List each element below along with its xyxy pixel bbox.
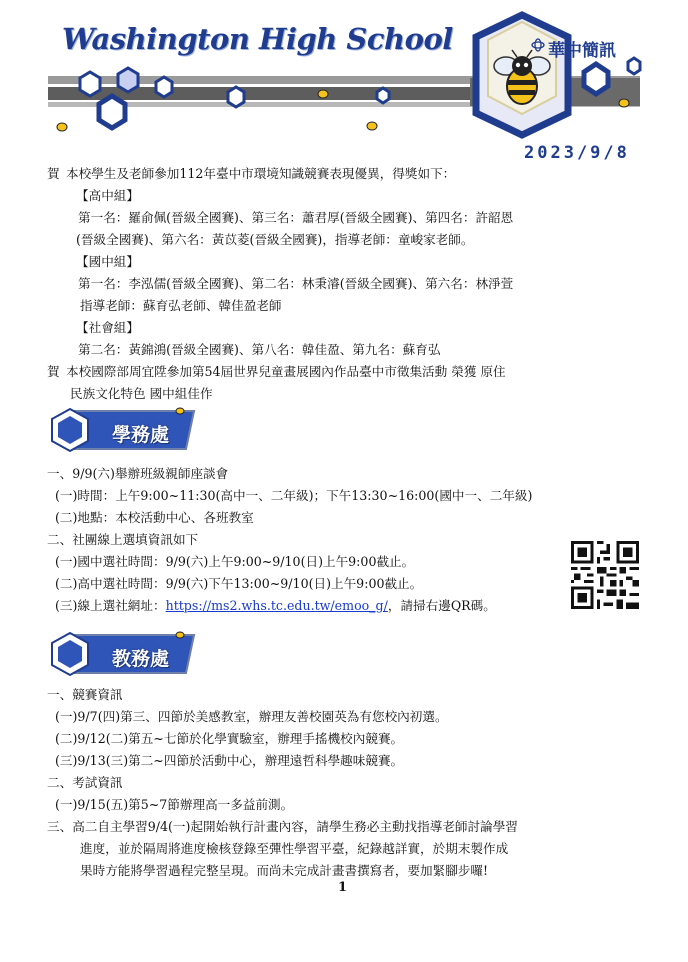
group-title: 【高中組】 xyxy=(76,188,139,203)
text-line: 進度，並於隔周將進度檢核登錄至彈性學習平臺，紀錄越詳實，於期末製作成 xyxy=(80,841,509,856)
text-line: (二)9/12(二)第五~七節於化學實驗室，辦理手搖機校內競賽。 xyxy=(55,731,404,746)
text-line: (三)9/13(三)第二~四節於活動中心，辦理遠哲科學趣味競賽。 xyxy=(55,753,404,768)
text-line: 果時方能將學習過程完整呈現。而尚未完成計畫書撰寫者，要加緊腳步囉! xyxy=(80,863,489,878)
text-line: (二)地點：本校活動中心、各班教室 xyxy=(55,510,254,525)
text-line: (一)9/7(四)第三、四節於美感教室，辦理友善校園英為有您校內初選。 xyxy=(55,709,448,724)
link-line xyxy=(55,597,496,615)
small-bee-icon xyxy=(176,632,184,638)
group-line: (晉級全國賽)、第六名：黃苡菱(晉級全國賽)，指導老師：童峻家老師。 xyxy=(76,232,474,247)
text-line: 一、競賽資訊 xyxy=(47,687,123,702)
congrats-marker: 賀 xyxy=(47,364,60,379)
page-number: 1 xyxy=(338,880,348,895)
text-line: 二、社團線上選填資訊如下 xyxy=(47,532,199,547)
small-bee-icon xyxy=(176,408,184,414)
congrats-marker: 賀 xyxy=(47,166,60,181)
issue-date: 2023/9/8 xyxy=(524,143,630,163)
text-line: (一)時間：上午9:00~11:30(高中一、二年級)；下午13:30~16:00(國中一、二年級) xyxy=(55,488,533,503)
text-line: 三、高二自主學習9/4(一)起開始執行計畫內容，請學生務必主動找指導老師討論學習 xyxy=(47,819,518,834)
text-line: 二、考試資訊 xyxy=(47,775,123,790)
text-line: (一)國中選社時間：9/9(六)上午9:00~9/10(日)上午9:00截止。 xyxy=(55,554,415,569)
group-title: 【社會組】 xyxy=(76,320,139,335)
qr-code[interactable] xyxy=(571,541,639,609)
club-selection-link[interactable]: https://ms2.whs.tc.edu.tw/emoo_g/ xyxy=(165,598,388,613)
link-prefix: (三)線上選社網址： xyxy=(55,598,166,613)
section-title: 學務處 xyxy=(112,424,170,446)
section-title: 教務處 xyxy=(112,648,170,670)
group-line: 第一名：李泓儒(晉級全國賽)、第二名：林秉濬(晉級全國賽)、第六名：林淨萱 xyxy=(78,276,514,291)
group-line: 第二名：黃錦鴻(晉級全國賽)、第八名：韓佳盈、第九名：蘇育弘 xyxy=(78,342,441,357)
group-line: 指導老師：蘇育弘老師、韓佳盈老師 xyxy=(80,298,282,313)
text-line: (一)9/15(五)第5~7節辦理高一多益前測。 xyxy=(55,797,294,812)
newsletter-name: 華中簡訊 xyxy=(548,41,616,61)
congrats-text: 本校學生及老師參加112年臺中市環境知識競賽表現優異，得獎如下： xyxy=(66,166,456,181)
group-line: 第一名：羅俞佩(晉級全國賽)、第三名：蕭君厚(晉級全國賽)、第四名：許韶恩 xyxy=(78,210,514,225)
text-line: 一、9/9(六)舉辦班級親師座談會 xyxy=(47,466,229,481)
group-title: 【國中組】 xyxy=(76,254,139,269)
congrats-text: 本校國際部周宜陞參加第54屆世界兒童畫展國內作品臺中市徵集活動 榮獲 原住 xyxy=(66,364,506,379)
congrats-text: 民族文化特色 國中組佳作 xyxy=(70,386,213,401)
link-suffix: ，請掃右邊QR碼。 xyxy=(387,598,496,613)
school-name: Washington High School xyxy=(62,22,453,56)
text-line: (二)高中選社時間：9/9(六)下午13:00~9/10(日)上午9:00截止。 xyxy=(55,576,423,591)
